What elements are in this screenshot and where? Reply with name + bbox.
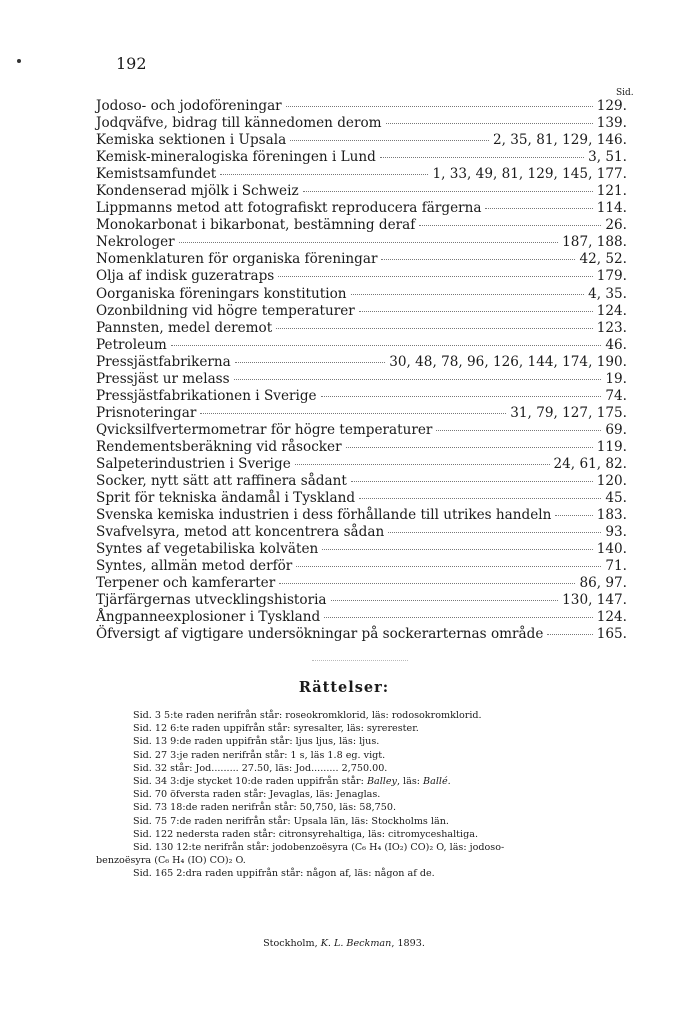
- index-entry: [96, 439, 627, 456]
- index-pages: 30, 48, 78, 96, 126, 144, 174, 190.: [389, 353, 627, 370]
- index-entry: [96, 166, 627, 183]
- index-pages: 140.: [596, 541, 627, 558]
- index-entry: [96, 183, 627, 200]
- dot-leader: [220, 174, 428, 175]
- imprint-footer: Stockholm, K. L. Beckman, 1893.: [263, 938, 425, 949]
- dot-leader: [351, 294, 585, 295]
- errata-text: Sid. 34 3:dje stycket 10:de raden uppifrån står: Balley, läs: Ballé.: [133, 776, 451, 788]
- index-pages: 69.: [605, 421, 627, 438]
- errata-text: Sid. 75 7:de raden nerifrån står: Upsala län, läs: Stockholms län.: [133, 815, 449, 827]
- index-pages: 124.: [596, 302, 627, 319]
- dot-leader: [386, 123, 593, 124]
- dot-leader: [324, 617, 592, 618]
- dot-leader: [278, 276, 592, 277]
- index-entry: [96, 575, 627, 592]
- dot-leader: [200, 413, 506, 414]
- errata-item: [96, 815, 627, 828]
- index-entry: [96, 132, 627, 149]
- index-term: Terpener och kamferarter: [96, 575, 276, 592]
- dot-leader: [359, 498, 601, 499]
- index-entry: [96, 541, 627, 558]
- page-number: 192: [116, 54, 147, 73]
- index-pages: 4, 35.: [588, 285, 627, 302]
- index-pages: 46.: [605, 336, 627, 353]
- errata-item: [96, 709, 627, 722]
- index-pages: 45.: [605, 490, 627, 507]
- index-term: Salpeterindustrien i Sverige: [96, 455, 291, 472]
- index-pages: 19.: [605, 370, 627, 387]
- index-pages: 121.: [596, 183, 627, 200]
- section-separator: [312, 660, 408, 661]
- errata-continuation: benzoësyra (C₆ H₄ (IO) CO)₂ O.: [96, 855, 246, 867]
- dot-leader: [380, 157, 584, 158]
- index-entry: [96, 354, 627, 371]
- errata-item: [96, 801, 627, 814]
- dot-leader: [351, 481, 593, 482]
- margin-mark: [17, 59, 21, 63]
- dot-leader: [321, 396, 602, 397]
- index-term: Socker, nytt sätt att raffinera sådant: [96, 473, 347, 490]
- index-pages: 31, 79, 127, 175.: [510, 404, 627, 421]
- index-list: [96, 98, 627, 644]
- index-pages: 93.: [605, 524, 627, 541]
- index-entry: [96, 405, 627, 422]
- index-term: Tjärfärgernas utvecklingshistoria: [96, 592, 327, 609]
- index-term: Kemisk-mineralogiska föreningen i Lund: [96, 149, 376, 166]
- index-entry: [96, 524, 627, 541]
- index-entry: [96, 251, 627, 268]
- dot-leader: [436, 430, 601, 431]
- index-pages: 24, 61, 82.: [553, 455, 627, 472]
- index-term: Nekrologer: [96, 234, 175, 251]
- dot-leader: [346, 447, 593, 448]
- errata-text: Sid. 27 3:je raden nerifrån står: 1 s, läs 1.8 eg. vigt.: [133, 749, 386, 761]
- dot-leader: [235, 362, 385, 363]
- index-entry: [96, 592, 627, 609]
- dot-leader: [286, 106, 593, 107]
- index-entry: [96, 303, 627, 320]
- dot-leader: [388, 532, 601, 533]
- index-term: Kemiska sektionen i Upsala: [96, 132, 287, 149]
- errata-text: Sid. 3 5:te raden nerifrån står: roseokromklorid, läs: rodosokromklorid.: [133, 710, 482, 721]
- index-entry: [96, 456, 627, 473]
- errata-item: [96, 775, 627, 788]
- index-pages: 71.: [605, 558, 627, 575]
- index-term: Ångpanneexplosioner i Tyskland: [96, 609, 321, 626]
- index-entry: [96, 388, 627, 405]
- index-term: Pressjästfabrikationen i Sverige: [96, 387, 317, 404]
- index-term: Kemistsamfundet: [96, 166, 217, 183]
- dot-leader: [331, 600, 559, 601]
- dot-leader: [279, 583, 575, 584]
- index-entry: [96, 558, 627, 575]
- index-term: Olja af indisk guzeratraps: [96, 268, 275, 285]
- index-term: Syntes, allmän metod derför: [96, 558, 293, 575]
- index-pages: 187, 188.: [562, 234, 627, 251]
- errata-item: [96, 762, 627, 775]
- index-term: Svenska kemiska industrien i dess förhållande till utrikes handeln: [96, 507, 552, 524]
- index-pages: 123.: [596, 319, 627, 336]
- errata-text: Sid. 165 2:dra raden uppifrån står: någon af, läs: någon af de.: [133, 868, 435, 880]
- dot-leader: [171, 345, 602, 346]
- dot-leader: [419, 225, 601, 226]
- errata-text: Sid. 32 står: Jod......... 27.50, läs: Jod......... 2,750.00.: [133, 762, 388, 774]
- errata-item: [96, 828, 627, 841]
- index-entry: [96, 268, 627, 285]
- errata-item: [96, 735, 627, 748]
- index-entry: [96, 626, 627, 643]
- index-term: Pressjäst ur melass: [96, 370, 230, 387]
- dot-leader: [547, 634, 592, 635]
- errata-item: [96, 841, 627, 854]
- index-entry: [96, 200, 627, 217]
- index-pages: 130, 147.: [562, 592, 627, 609]
- index-pages: 2, 35, 81, 129, 146.: [492, 132, 627, 149]
- dot-leader: [276, 328, 593, 329]
- dot-leader: [555, 515, 592, 516]
- errata-item: [96, 749, 627, 762]
- index-pages: 124.: [596, 609, 627, 626]
- index-entry: [96, 286, 627, 303]
- index-pages: 114.: [596, 200, 627, 217]
- index-entry: [96, 320, 627, 337]
- errata-item: [96, 867, 627, 880]
- errata-text: Sid. 122 nedersta raden står: citronsyrehaltiga, läs: citromyceshaltiga.: [133, 828, 479, 840]
- index-term: Pannsten, medel deremot: [96, 319, 273, 336]
- dot-leader: [485, 208, 592, 209]
- index-entry: [96, 337, 627, 354]
- index-entry: [96, 234, 627, 251]
- errata-text: Sid. 12 6:te raden uppifrån står: syresalter, läs: syrerester.: [133, 723, 419, 735]
- index-term: Monokarbonat i bikarbonat, bestämning deraf: [96, 217, 416, 234]
- index-pages: 139.: [596, 115, 627, 132]
- index-pages: 74.: [605, 387, 627, 404]
- index-term: Syntes af vegetabiliska kolväten: [96, 541, 319, 558]
- index-term: Qvicksilfvertermometrar för högre temperaturer: [96, 421, 433, 438]
- errata-text: Sid. 13 9:de raden uppifrån står: ljus ljus, läs: ljus.: [133, 736, 380, 748]
- dot-leader: [295, 464, 550, 465]
- index-pages: 26.: [605, 217, 627, 234]
- index-entry: [96, 473, 627, 490]
- sid-column-header: Sid.: [616, 88, 634, 98]
- index-term: Jodoso- och jodoföreningar: [96, 98, 282, 114]
- errata-list: [96, 709, 627, 881]
- dot-leader: [179, 242, 559, 243]
- index-entry: [96, 490, 627, 507]
- index-entry: [96, 217, 627, 234]
- index-term: Oorganiska föreningars konstitution: [96, 285, 347, 302]
- index-term: Lippmanns metod att fotografiskt reproducera färgerna: [96, 200, 482, 217]
- dot-leader: [303, 191, 593, 192]
- index-pages: 119.: [596, 438, 627, 455]
- index-entry: [96, 609, 627, 626]
- errata-text: Sid. 130 12:te nerifrån står: jodobenzoësyra (C₆ H₄ (IO₂) CO)₂ O, läs: jodoso-: [133, 842, 505, 854]
- index-term: Prisnoteringar: [96, 404, 197, 421]
- index-term: Pressjästfabrikerna: [96, 353, 231, 370]
- errata-text: Sid. 70 öfversta raden står: Jevaglas, läs: Jenaglas.: [133, 789, 381, 801]
- index-pages: 120.: [596, 473, 627, 490]
- index-term: Sprit för tekniska ändamål i Tyskland: [96, 490, 356, 507]
- errata-title: Rättelser:: [298, 679, 390, 696]
- index-pages: 129.: [596, 98, 627, 114]
- index-entry: [96, 115, 627, 132]
- errata-item: [96, 788, 627, 801]
- index-term: Kondenserad mjölk i Schweiz: [96, 183, 299, 200]
- index-term: Svafvelsyra, metod att koncentrera sådan: [96, 524, 385, 541]
- index-term: Petroleum: [96, 336, 167, 353]
- index-entry: [96, 371, 627, 388]
- index-term: Nomenklaturen för organiska föreningar: [96, 251, 378, 268]
- errata-text: Sid. 73 18:de raden nerifrån står: 50,750, läs: 58,750.: [133, 802, 397, 814]
- index-entry: [96, 507, 627, 524]
- dot-leader: [296, 566, 601, 567]
- index-pages: 3, 51.: [588, 149, 627, 166]
- index-entry: [96, 422, 627, 439]
- index-pages: 86, 97.: [579, 575, 627, 592]
- errata-item: [96, 722, 627, 735]
- index-pages: 165.: [596, 626, 627, 643]
- index-entry: [96, 149, 627, 166]
- dot-leader: [359, 311, 593, 312]
- index-pages: 1, 33, 49, 81, 129, 145, 177.: [432, 166, 627, 183]
- index-term: Jodqväfve, bidrag till kännedomen derom: [96, 115, 382, 132]
- index-entry: [96, 98, 627, 115]
- index-pages: 179.: [596, 268, 627, 285]
- dot-leader: [381, 259, 575, 260]
- dot-leader: [322, 549, 592, 550]
- dot-leader: [290, 140, 489, 141]
- index-pages: 183.: [596, 507, 627, 524]
- dot-leader: [234, 379, 602, 380]
- index-term: Rendementsberäkning vid råsocker: [96, 438, 342, 455]
- index-term: Ozonbildning vid högre temperaturer: [96, 302, 355, 319]
- index-pages: 42, 52.: [579, 251, 627, 268]
- index-term: Öfversigt af vigtigare undersökningar på sockerarternas område: [96, 626, 544, 643]
